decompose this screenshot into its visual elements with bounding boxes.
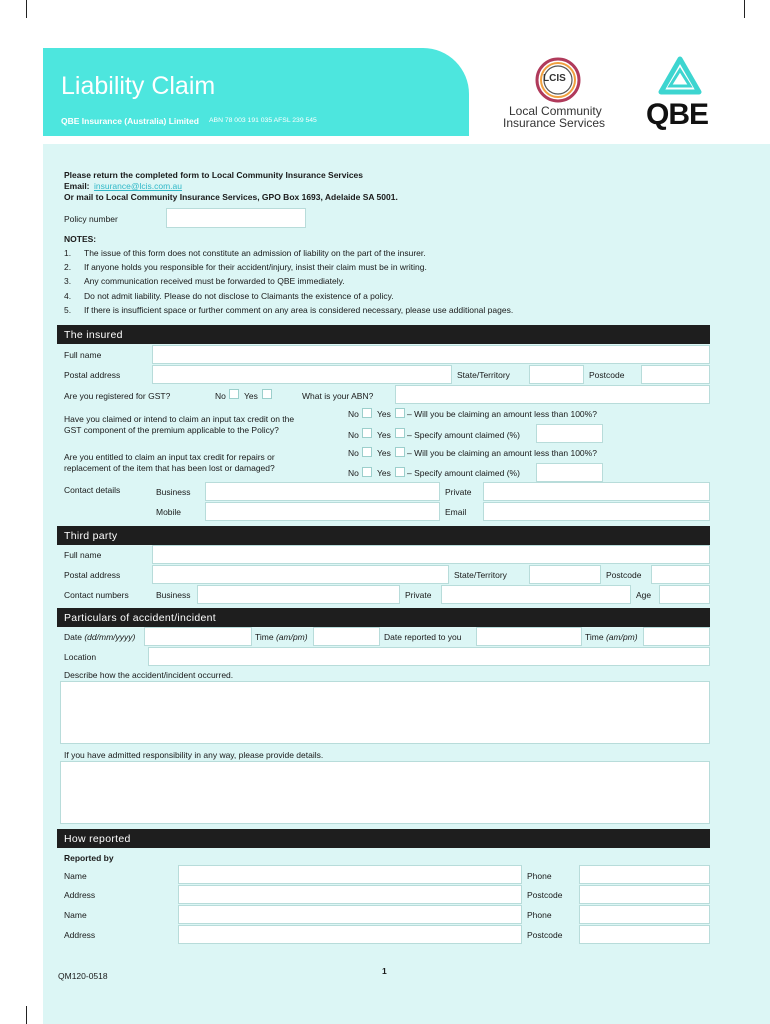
email-label: Email: [64, 181, 90, 191]
note-number: 4. [64, 291, 72, 301]
location-label: Location [64, 652, 97, 662]
page-number: 1 [382, 966, 387, 976]
time-format-hint: (am/pm) [275, 632, 308, 642]
lcis-line2: Insurance Services [503, 116, 606, 130]
note-text: Any communication received must be forwarded to QBE immediately. [84, 276, 345, 286]
entitled-no-label-2: No [348, 468, 359, 478]
insured-full-name-input[interactable] [152, 345, 710, 364]
accident-date-input[interactable] [144, 627, 252, 646]
entitled-specify-input[interactable] [536, 463, 603, 482]
contact-numbers-label: Contact numbers [64, 590, 129, 600]
reporter2-address-label: Address [64, 930, 96, 940]
reporter2-name-input[interactable] [178, 905, 522, 924]
reporter1-phone-label: Phone [527, 871, 552, 881]
entitled-specify-label: – Specify amount claimed (%) [407, 468, 520, 478]
third-postal-address-input[interactable] [152, 565, 449, 584]
policy-number-label: Policy number [64, 214, 118, 224]
form-code: QM120-0518 [58, 971, 108, 981]
itc-less-100-label: – Will you be claiming an amount less than 100%? [407, 409, 597, 419]
entitled-no-checkbox[interactable] [362, 447, 372, 457]
third-postcode-label: Postcode [606, 570, 642, 580]
note-text: If there is insufficient space or further comment on any area is considered necessary, please use additional pages. [84, 305, 514, 315]
location-input[interactable] [148, 647, 710, 666]
insured-business-label: Business [156, 487, 191, 497]
time-label-text: Time [255, 632, 274, 642]
third-business-label: Business [156, 590, 191, 600]
third-age-input[interactable] [659, 585, 710, 604]
section-title: The insured [64, 329, 123, 341]
entitled-yes-label-2: Yes [377, 468, 391, 478]
title-banner [43, 48, 469, 136]
entitled-less-100-label: – Will you be claiming an amount less than 100%? [407, 448, 597, 458]
page-title: Liability Claim [61, 72, 216, 100]
section-header-particulars [57, 608, 710, 627]
lcis-badge: LCIS [543, 73, 566, 84]
email-link[interactable]: insurance@lcis.com.au [94, 181, 182, 191]
return-instruction: Please return the completed form to Local Community Insurance Services [64, 170, 364, 180]
qbe-wordmark: QBE [646, 98, 709, 131]
date-label [64, 632, 135, 642]
date-reported-input[interactable] [476, 627, 582, 646]
itc-no-label: No [348, 409, 359, 419]
entitled-question-line2: replacement of the item that has been lost or damaged? [64, 463, 275, 473]
abn-text: ABN 78 003 191 035 AFSL 239 545 [209, 117, 317, 124]
section-header-how-reported [57, 829, 710, 848]
itc-question-line2: GST component of the premium applicable to the Policy? [64, 425, 279, 435]
third-state-label: State/Territory [454, 570, 507, 580]
reporter1-postcode-label: Postcode [527, 890, 563, 900]
insured-postal-address-label: Postal address [64, 370, 121, 380]
date-label-text: Date [64, 632, 82, 642]
contact-details-label: Contact details [64, 485, 121, 495]
note-text: Do not admit liability. Please do not disclose to Claimants the existence of a policy. [84, 291, 394, 301]
gst-yes-checkbox[interactable] [262, 389, 272, 399]
reporter2-phone-input[interactable] [579, 905, 710, 924]
itc-specify-label: – Specify amount claimed (%) [407, 430, 520, 440]
reporter2-postcode-label: Postcode [527, 930, 563, 940]
insured-email-input[interactable] [483, 502, 710, 521]
mail-instruction: Or mail to Local Community Insurance Services, GPO Box 1693, Adelaide SA 5001. [64, 192, 398, 202]
gst-yes-label: Yes [244, 391, 258, 401]
note-number: 2. [64, 262, 72, 272]
note-number: 1. [64, 248, 72, 258]
entitled-yes-checkbox-2[interactable] [395, 467, 405, 477]
policy-number-input[interactable] [166, 208, 306, 228]
note-number: 3. [64, 276, 72, 286]
reporter2-postcode-input[interactable] [579, 925, 710, 944]
itc-yes-checkbox-2[interactable] [395, 428, 405, 438]
crop-mark [26, 0, 27, 18]
gst-no-label: No [215, 391, 226, 401]
accident-time-input[interactable] [313, 627, 380, 646]
reporter1-name-input[interactable] [178, 865, 522, 884]
reporter1-address-label: Address [64, 890, 96, 900]
section-title: Third party [64, 530, 118, 542]
section-header-insured [57, 325, 710, 344]
reporter1-name-label: Name [64, 871, 87, 881]
insured-postcode-label: Postcode [589, 370, 625, 380]
third-age-label: Age [636, 590, 652, 600]
section-title: How reported [64, 833, 131, 845]
lcis-line1: Local Community [509, 104, 602, 118]
company-name: QBE Insurance (Australia) Limited [61, 116, 199, 126]
gst-registered-label: Are you registered for GST? [64, 391, 171, 401]
describe-label: Describe how the accident/incident occurred. [64, 670, 234, 680]
section-header-third-party [57, 526, 710, 545]
itc-yes-checkbox[interactable] [395, 408, 405, 418]
time-reported-input[interactable] [643, 627, 710, 646]
third-private-label: Private [405, 590, 432, 600]
itc-no-checkbox[interactable] [362, 408, 372, 418]
lcis-logo [500, 52, 620, 132]
notes-heading: NOTES: [64, 234, 97, 244]
entitled-no-checkbox-2[interactable] [362, 467, 372, 477]
insured-private-input[interactable] [483, 482, 710, 501]
describe-textarea[interactable] [60, 681, 710, 744]
insured-state-label: State/Territory [457, 370, 510, 380]
section-title: Particulars of accident/incident [64, 612, 217, 624]
reporter1-address-input[interactable] [178, 885, 522, 904]
qbe-logo [644, 56, 716, 132]
third-full-name-input[interactable] [152, 545, 710, 564]
qbe-star-icon [657, 56, 703, 96]
reporter2-phone-label: Phone [527, 910, 552, 920]
admitted-textarea[interactable] [60, 761, 710, 824]
entitled-question-line1: Are you entitled to claim an input tax credit for repairs or [64, 452, 275, 462]
third-full-name-label: Full name [64, 550, 102, 560]
insured-private-label: Private [445, 487, 472, 497]
insured-mobile-input[interactable] [205, 502, 440, 521]
entitled-yes-checkbox[interactable] [395, 447, 405, 457]
itc-specify-input[interactable] [536, 424, 603, 443]
reporter2-address-input[interactable] [178, 925, 522, 944]
time-reported-text: Time [585, 632, 604, 642]
insured-email-label: Email [445, 507, 467, 517]
reporter2-name-label: Name [64, 910, 87, 920]
date-reported-label: Date reported to you [384, 632, 462, 642]
time-reported-hint: (am/pm) [605, 632, 638, 642]
insured-business-input[interactable] [205, 482, 440, 501]
itc-no-label-2: No [348, 430, 359, 440]
time-label [255, 632, 308, 642]
entitled-yes-label: Yes [377, 448, 391, 458]
gst-no-checkbox[interactable] [229, 389, 239, 399]
note-text: If anyone holds you responsible for their accident/injury, insist their claim must be in writing. [84, 262, 427, 272]
date-format-hint: (dd/mm/yyyy) [84, 632, 136, 642]
third-postal-address-label: Postal address [64, 570, 121, 580]
insured-postal-address-input[interactable] [152, 365, 452, 384]
abn-input[interactable] [395, 385, 710, 404]
note-number: 5. [64, 305, 72, 315]
itc-no-checkbox-2[interactable] [362, 428, 372, 438]
third-postcode-input[interactable] [651, 565, 710, 584]
insured-mobile-label: Mobile [156, 507, 182, 517]
insured-postcode-input[interactable] [641, 365, 710, 384]
abn-question-label: What is your ABN? [302, 391, 374, 401]
crop-mark [26, 1006, 27, 1024]
third-state-input[interactable] [529, 565, 601, 584]
insured-full-name-label: Full name [64, 350, 102, 360]
reporter1-phone-input[interactable] [579, 865, 710, 884]
itc-yes-label-2: Yes [377, 430, 391, 440]
admitted-label: If you have admitted responsibility in any way, please provide details. [64, 750, 324, 760]
insured-state-input[interactable] [529, 365, 584, 384]
reporter1-postcode-input[interactable] [579, 885, 710, 904]
itc-yes-label: Yes [377, 409, 391, 419]
reported-by-label: Reported by [64, 853, 114, 863]
time-reported-label [585, 632, 638, 642]
third-private-input[interactable] [441, 585, 631, 604]
itc-question-line1: Have you claimed or intend to claim an input tax credit on the [64, 414, 295, 424]
entitled-no-label: No [348, 448, 359, 458]
third-business-input[interactable] [197, 585, 400, 604]
crop-mark [744, 0, 745, 18]
note-text: The issue of this form does not constitute an admission of liability on the part of the insurer. [84, 248, 426, 258]
